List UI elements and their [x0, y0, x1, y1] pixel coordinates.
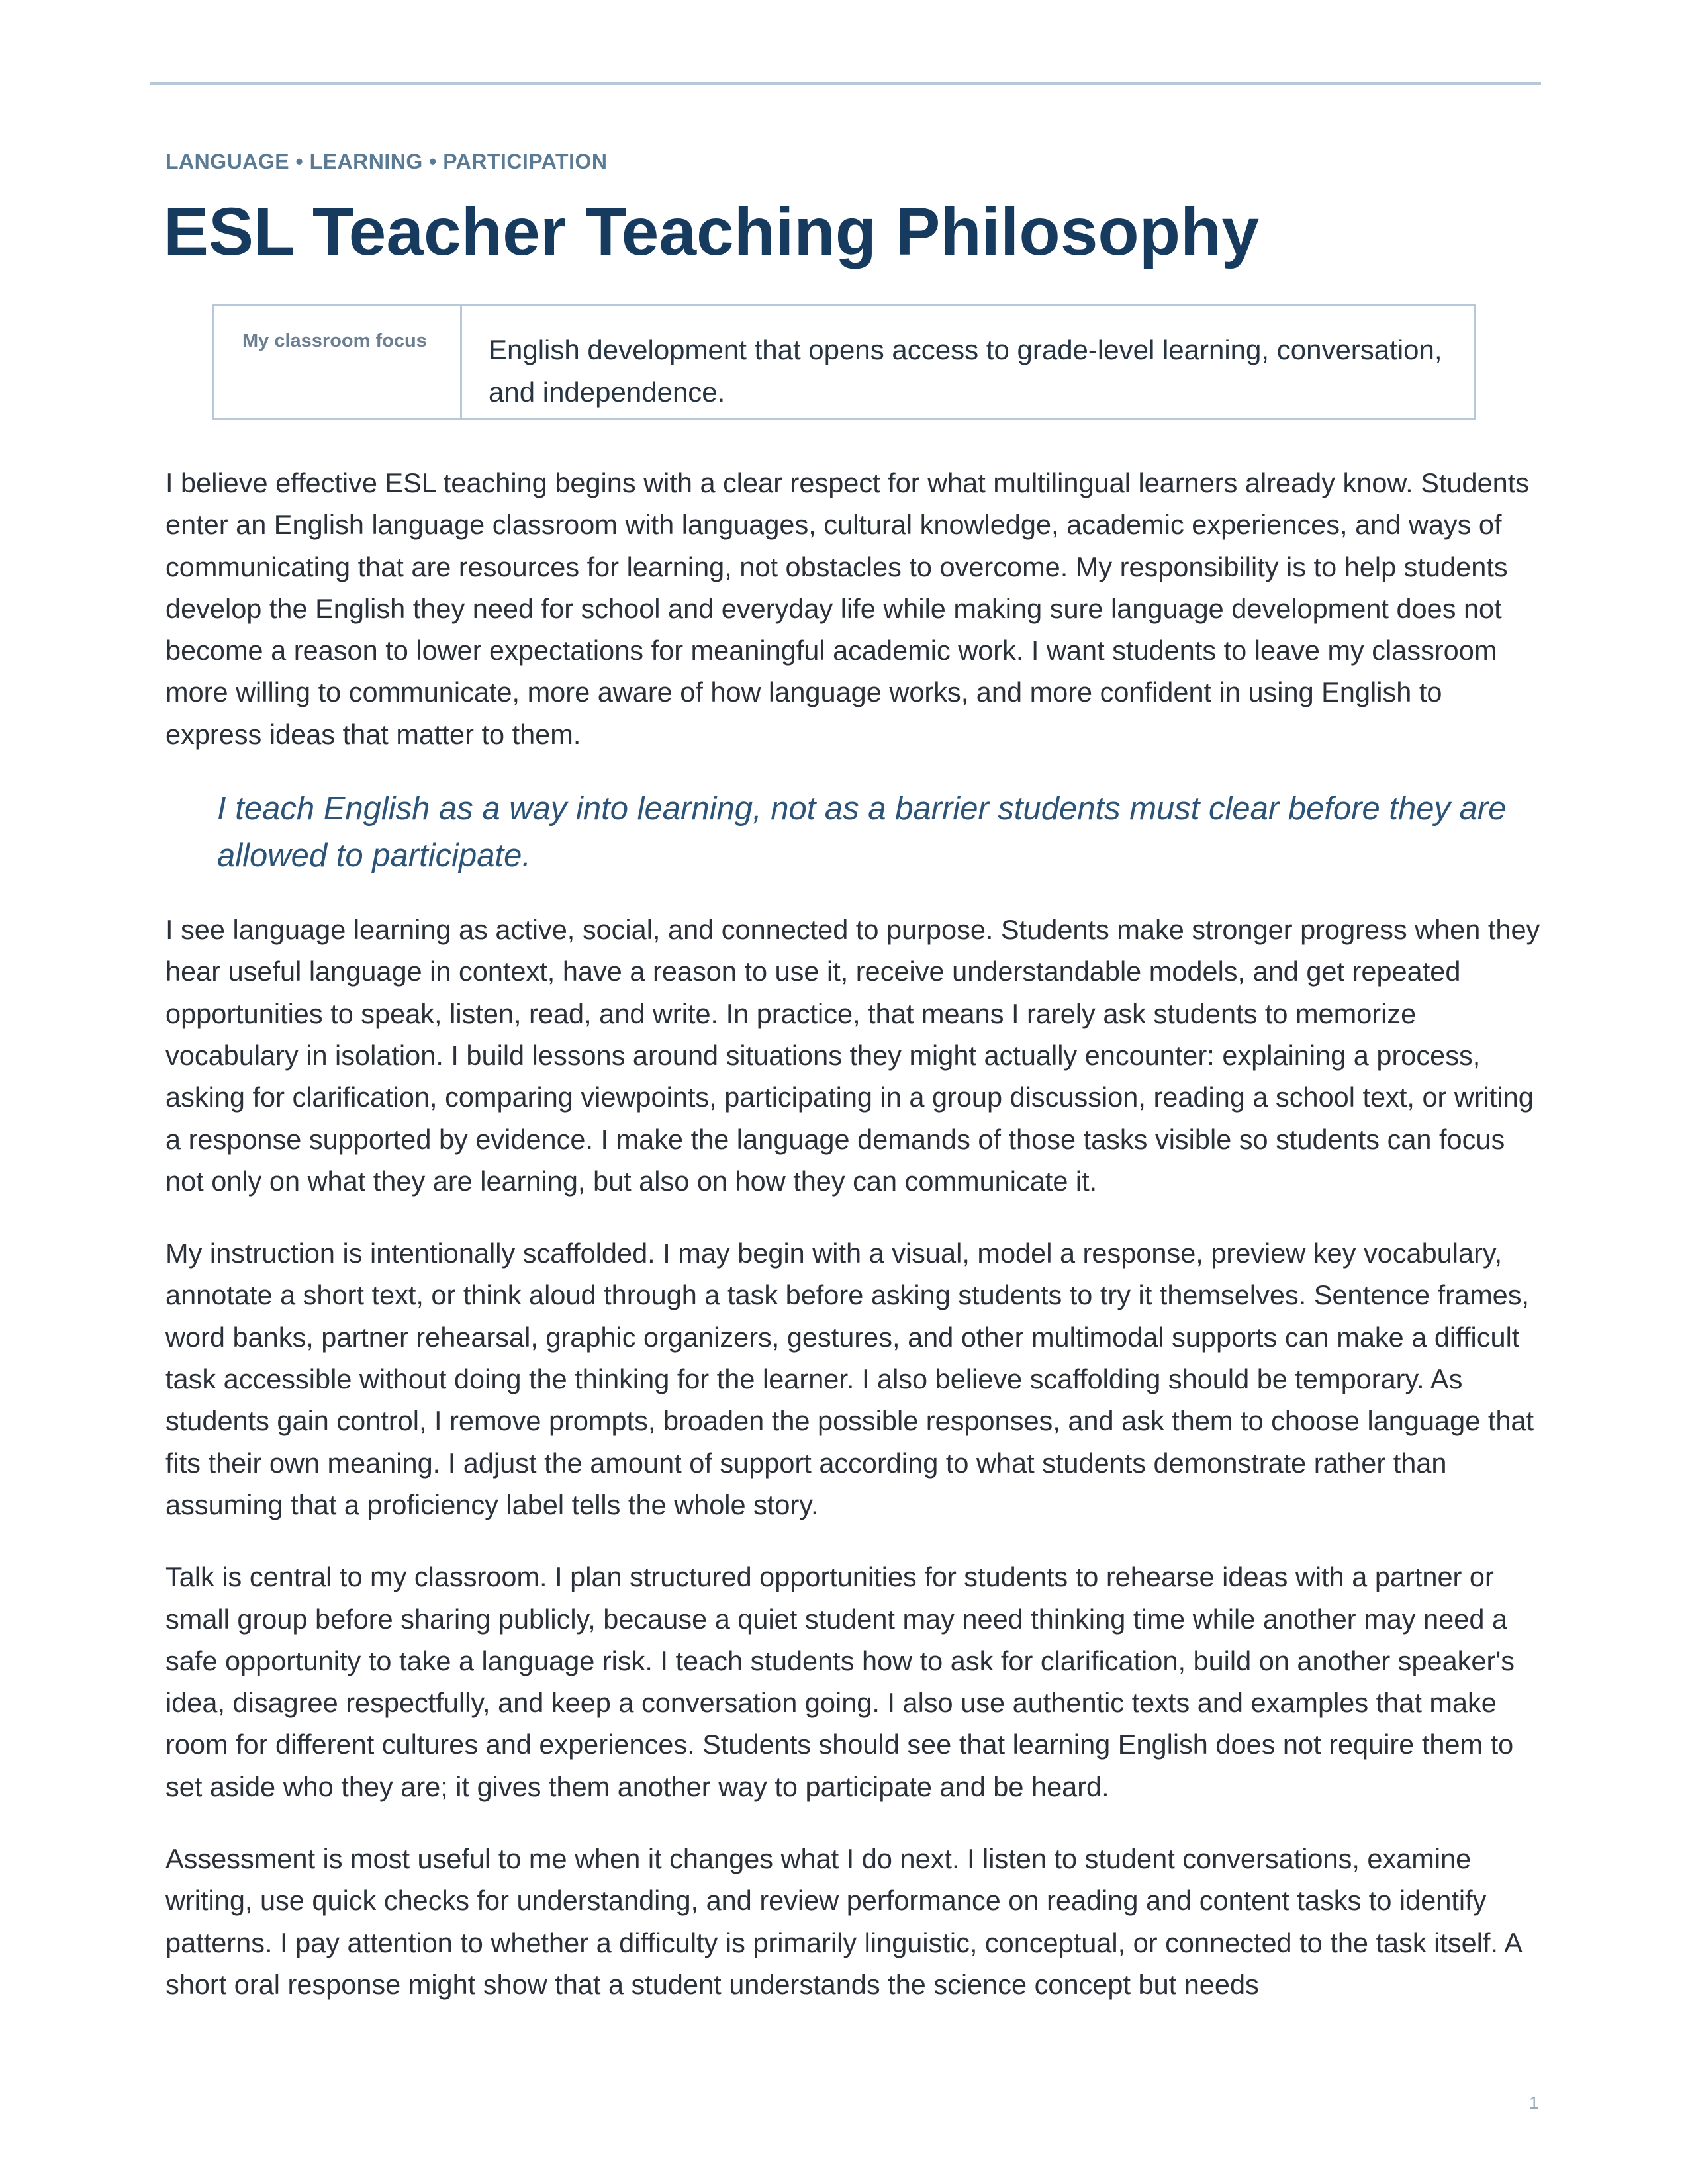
- paragraph-5: Assessment is most useful to me when it changes what I do next. I listen to student conversations, examine writing, use quick checks for understanding, and review performance on reading and content tasks to identify patterns. I pay attention to whether a difficulty is primarily linguistic, conceptual, or connected to the task itself. A short oral response might show that a student understands the science concept but needs: [165, 1843, 1521, 2000]
- page-title: ESL Teacher Teaching Philosophy: [164, 194, 1260, 269]
- focus-label: My classroom focus: [214, 306, 462, 418]
- page-number: 1: [1529, 2093, 1539, 2113]
- body-content: [165, 462, 1542, 2036]
- paragraph-1: I believe effective ESL teaching begins with a clear respect for what multilingual learners already know. Students enter an English language classroom with languages, cultural knowledge, academic experiences, and ways of communicating that are resources for learning, not obstacles to overcome. My responsibility is to help students develop the English they need for school and everyday life while making sure language development does not become a reason to lower expectations for meaningful academic work. I want students to leave my classroom more willing to communicate, more aware of how language works, and more confident in using English to express ideas that matter to them.: [165, 467, 1530, 750]
- focus-text: English development that opens access to grade-level learning, conversation, and independence.: [489, 334, 1442, 408]
- paragraph-3: My instruction is intentionally scaffolded. I may begin with a visual, model a response, preview key vocabulary, annotate a short text, or think aloud through a task before asking students to try it themselves. Sentence frames, word banks, partner rehearsal, graphic organizers, gestures, and other multimodal supports can make a difficult task accessible without doing the thinking for the learner. I also believe scaffolding should be temporary. As students gain control, I remove prompts, broaden the possible responses, and ask them to choose language that fits their own meaning. I adjust the amount of support according to what students demonstrate rather than assuming that a proficiency label tells the whole story.: [165, 1238, 1534, 1520]
- focus-box: [212, 304, 1476, 420]
- pull-quote: I teach English as a way into learning, not as a barrier students must clear before they are allowed to participate.: [217, 791, 1507, 874]
- paragraph-4: Talk is central to my classroom. I plan structured opportunities for students to rehearse ideas with a partner or small group before sharing publicly, because a quiet student may need thinking time while another may need a safe opportunity to take a language risk. I teach students how to ask for clarification, build on another speaker's idea, disagree respectfully, and keep a conversation going. I also use authentic texts and examples that make room for different cultures and experiences. Students should see that learning English does not require them to set aside who they are; it gives them another way to participate and be heard.: [165, 1561, 1515, 1802]
- kicker: LANGUAGE • LEARNING • PARTICIPATION: [165, 150, 608, 173]
- top-rule: [150, 82, 1541, 85]
- paragraph-2: I see language learning as active, social, and connected to purpose. Students make stronger progress when they hear useful language in context, have a reason to use it, receive understandable models, and get repeated opportunities to speak, listen, read, and write. In practice, that means I rarely ask students to memorize vocabulary in isolation. I build lessons around situations they might actually encounter: explaining a process, asking for clarification, comparing viewpoints, participating in a group discussion, reading a school text, or writing a response supported by evidence. I make the language demands of those tasks visible so students can focus not only on what they are learning, but also on how they can communicate it.: [165, 914, 1540, 1197]
